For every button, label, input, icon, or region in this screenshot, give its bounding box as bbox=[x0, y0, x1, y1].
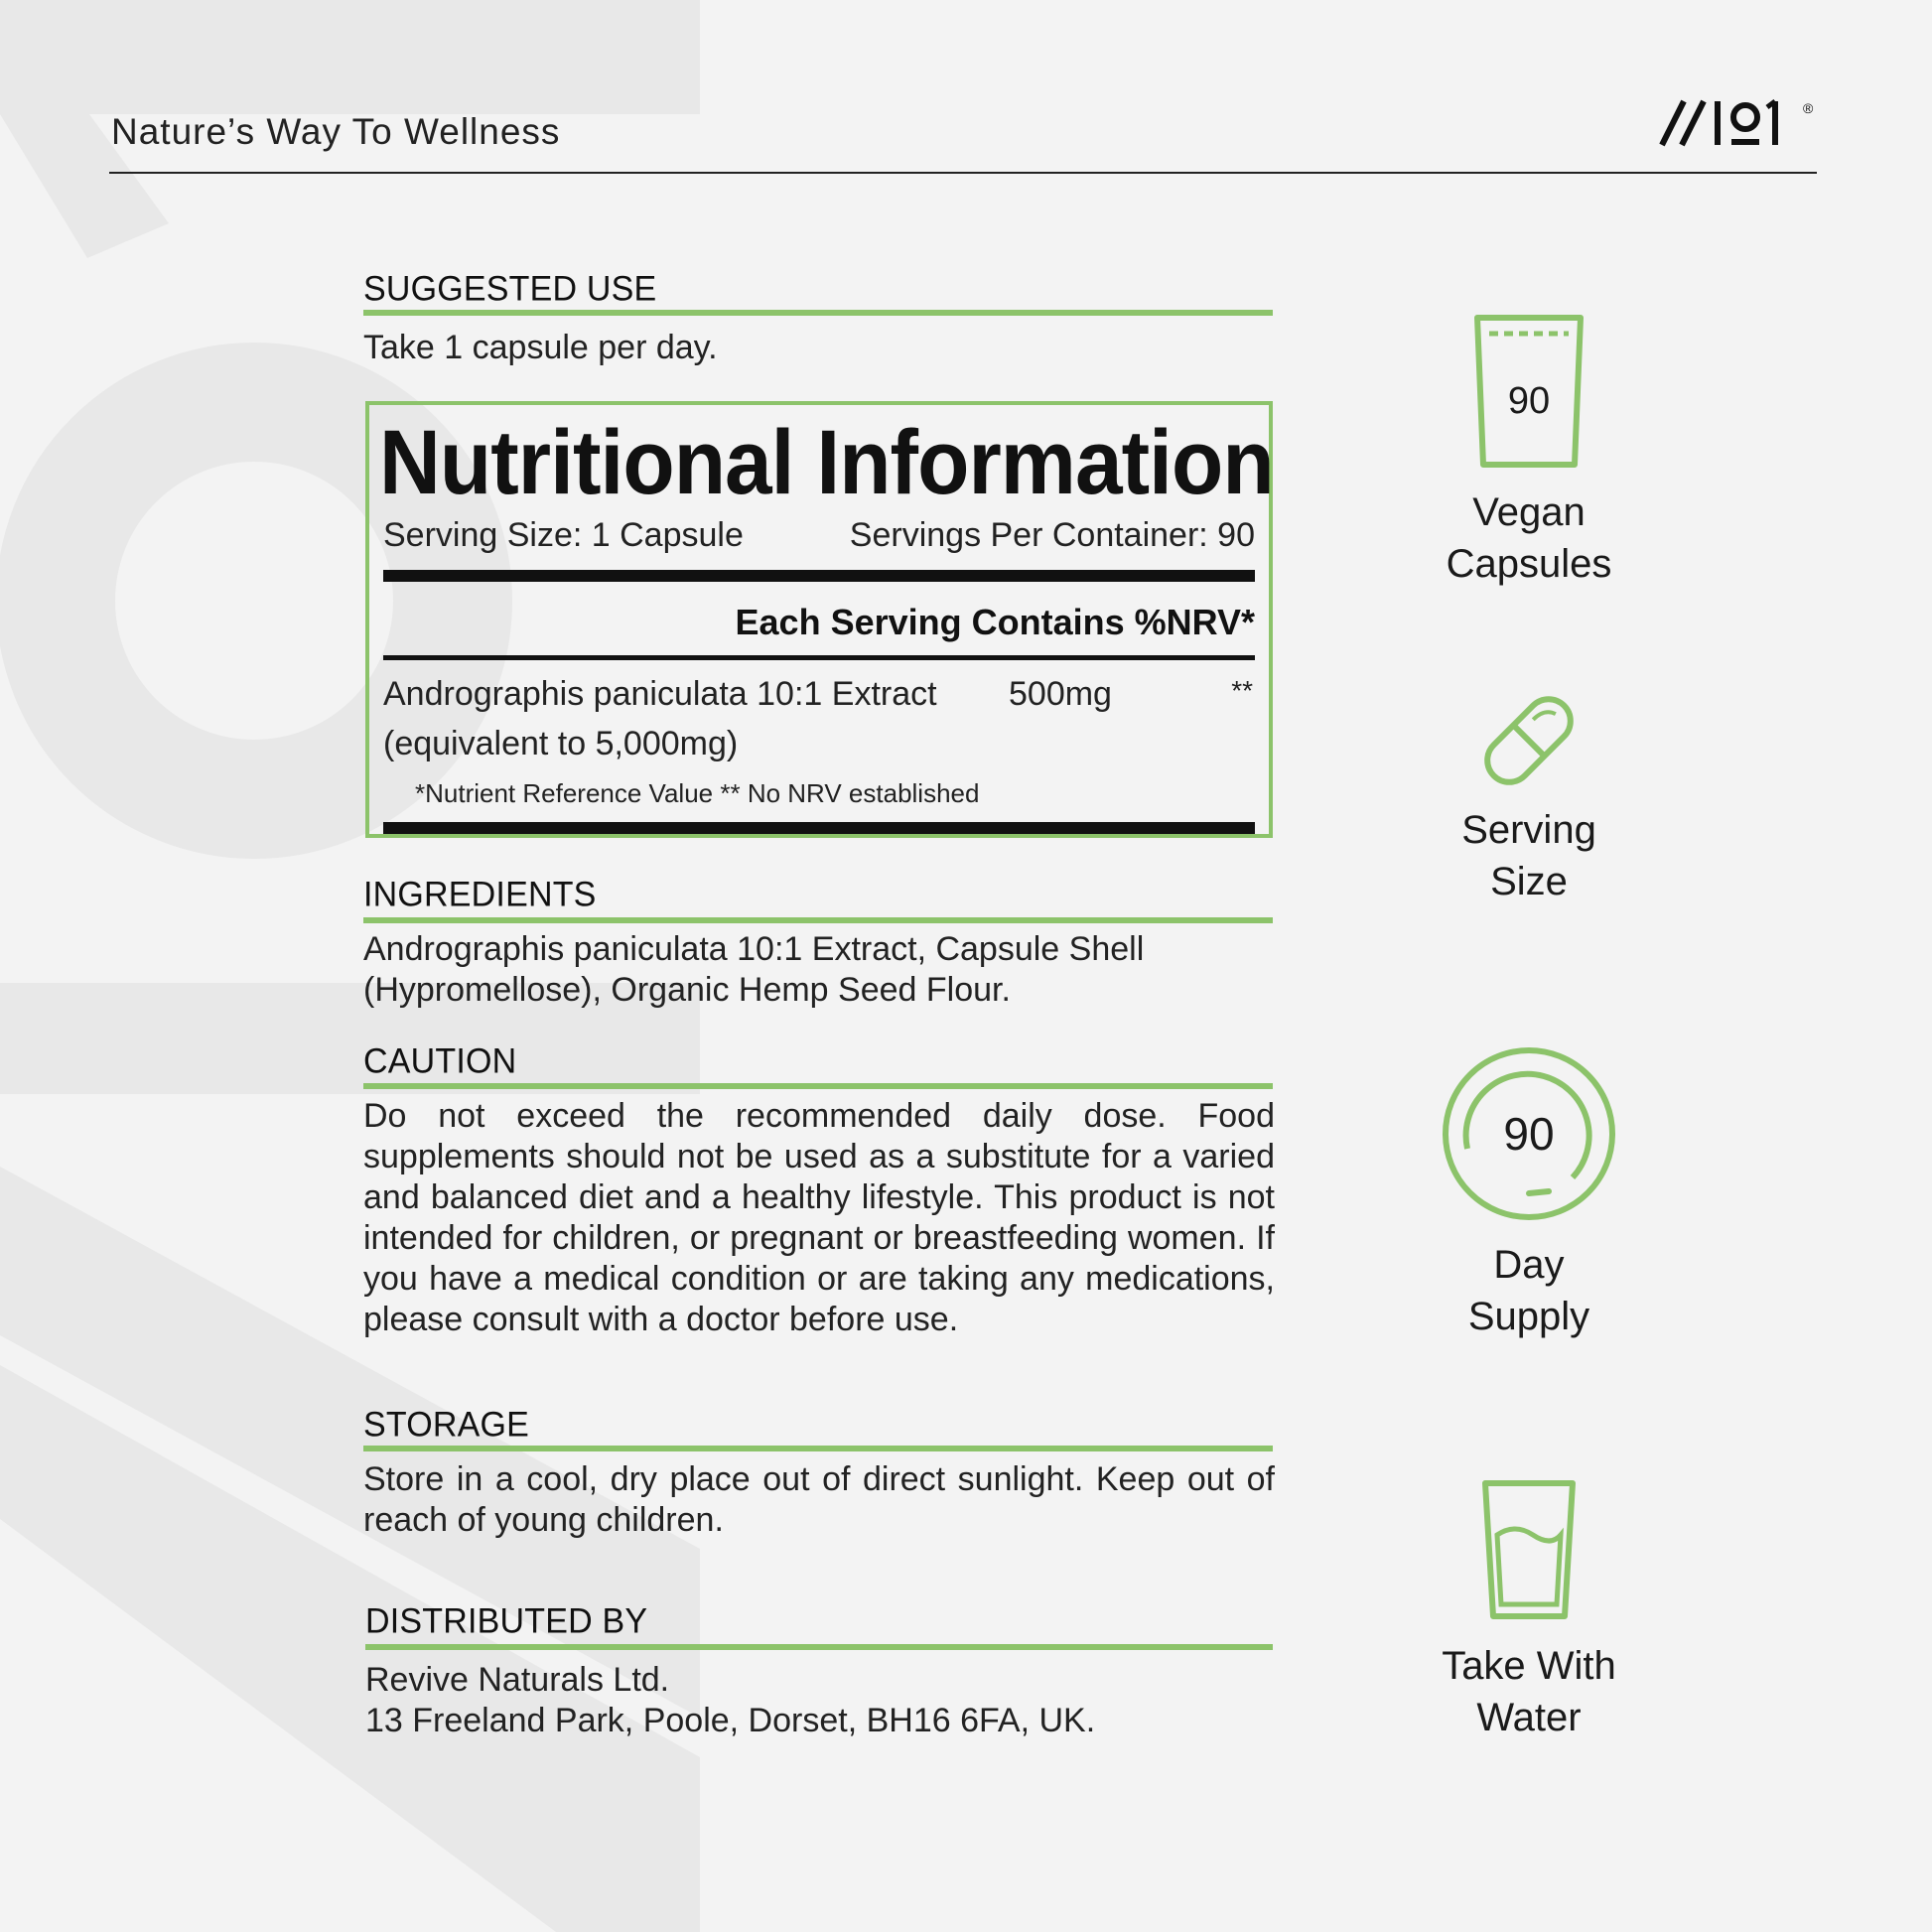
pouch-icon bbox=[1469, 312, 1588, 471]
caution-text: Do not exceed the recommended daily dose. Food supplements should not be used as a substitute for a varied and balanced diet and a healthy lifestyle. This product is not intended for children, or pregnant or breastfeeding women. If you have a medical condition or are taking any medications, please consult with a doctor before use. bbox=[363, 1097, 1275, 1338]
storage-text: Store in a cool, dry place out of direct sunlight. Keep out of reach of young children. bbox=[363, 1460, 1275, 1539]
distributor-name: Revive Naturals Ltd. bbox=[365, 1661, 670, 1699]
pouch-count: 90 bbox=[1507, 380, 1551, 422]
storage-rule bbox=[363, 1446, 1273, 1451]
distributor-address: 13 Freeland Park, Poole, Dorset, BH16 6FA, UK. bbox=[365, 1702, 1096, 1739]
distributed-by-rule bbox=[365, 1644, 1273, 1650]
glass-icon bbox=[1481, 1479, 1577, 1620]
nutrient-amount: 500mg bbox=[1009, 675, 1112, 713]
nutrition-column-header: Each Serving Contains %NRV* bbox=[735, 602, 1255, 642]
capsule-icon bbox=[1473, 685, 1585, 796]
feature-take-with-water-line2: Water bbox=[1476, 1696, 1582, 1739]
nutrition-panel bbox=[365, 401, 1273, 838]
caution-title: CAUTION bbox=[363, 1041, 517, 1081]
suggested-use-text: Take 1 capsule per day. bbox=[363, 329, 718, 366]
distributed-by-title: DISTRIBUTED BY bbox=[365, 1601, 648, 1641]
nutrition-title: Nutritional Information bbox=[379, 412, 1274, 513]
suggested-use-rule bbox=[363, 310, 1273, 316]
nutrient-equivalent: (equivalent to 5,000mg) bbox=[383, 725, 739, 762]
ingredients-title: INGREDIENTS bbox=[363, 875, 597, 914]
nutrient-name: Andrographis paniculata 10:1 Extract bbox=[383, 675, 937, 713]
dial-icon bbox=[1440, 1044, 1618, 1223]
nutrient-nrv: ** bbox=[1231, 675, 1253, 706]
ingredients-rule bbox=[363, 917, 1273, 923]
thick-divider bbox=[383, 570, 1255, 582]
serving-size: Serving Size: 1 Capsule bbox=[383, 516, 744, 554]
header-divider bbox=[109, 172, 1817, 174]
feature-serving-size-line1: Serving bbox=[1461, 808, 1596, 852]
brand-logo bbox=[1658, 91, 1817, 157]
feature-day-supply-line2: Supply bbox=[1467, 1295, 1590, 1338]
bottom-thick-divider bbox=[383, 822, 1255, 834]
caution-rule bbox=[363, 1083, 1273, 1089]
feature-vegan-capsules-line1: Vegan bbox=[1472, 490, 1586, 534]
feature-take-with-water-line1: Take With bbox=[1442, 1644, 1616, 1688]
dial-count: 90 bbox=[1503, 1108, 1555, 1160]
storage-title: STORAGE bbox=[363, 1405, 530, 1445]
brand-tagline: Nature’s Way To Wellness bbox=[111, 111, 561, 152]
ingredients-line-2: (Hypromellose), Organic Hemp Seed Flour. bbox=[363, 971, 1011, 1009]
ingredients-line-1: Andrographis paniculata 10:1 Extract, Capsule Shell bbox=[363, 930, 1145, 968]
suggested-use-title: SUGGESTED USE bbox=[363, 269, 657, 309]
feature-vegan-capsules-line2: Capsules bbox=[1446, 542, 1612, 586]
feature-day-supply-line1: Day bbox=[1493, 1243, 1565, 1287]
servings-per-container: Servings Per Container: 90 bbox=[849, 516, 1255, 554]
nrv-footnote: *Nutrient Reference Value ** No NRV established bbox=[415, 778, 980, 808]
feature-serving-size-line2: Size bbox=[1490, 860, 1568, 903]
thin-divider bbox=[383, 655, 1255, 660]
registered-mark: ® bbox=[1803, 100, 1814, 116]
